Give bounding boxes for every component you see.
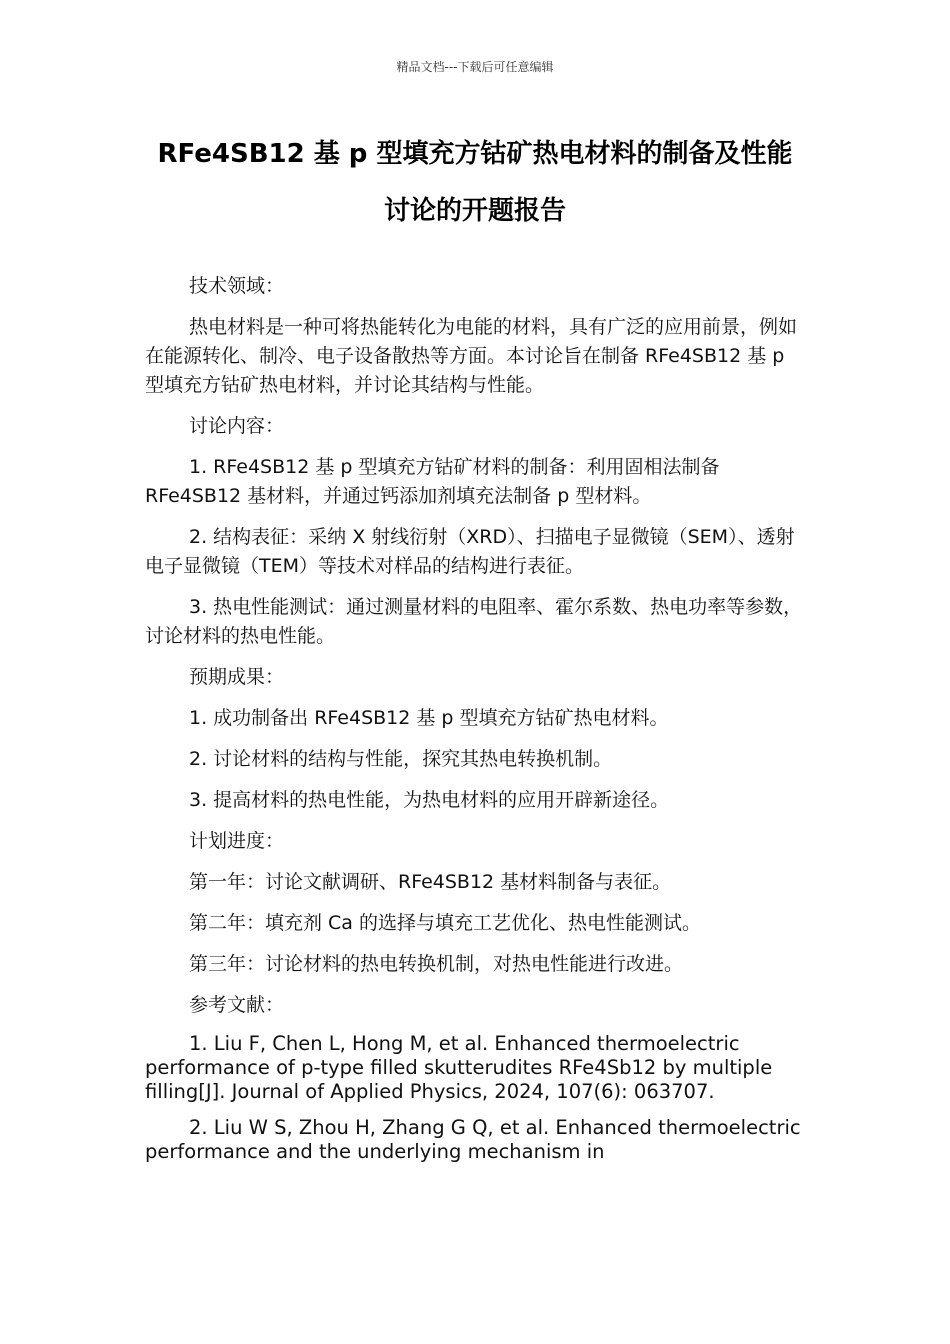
reference-1: 1. Liu F, Chen L, Hong M, et al. Enhanced thermoelectric performance of p-type filled skutterudites RFe4Sb12 by multiple filling[J]. Journal of Applied Physics, 2024, 107(6): 063707.	[145, 1032, 773, 1103]
list-item-content-1: 1. RFe4SB12 基 p 型填充方钴矿材料的制备：利用固相法制备 RFe4SB12 基材料，并通过钙添加剂填充法制备 p 型材料。	[145, 456, 720, 507]
schedule-year-3: 第三年：讨论材料的热电转换机制，对热电性能进行改进。	[189, 953, 684, 975]
section-heading-expected-results: 预期成果：	[189, 666, 285, 688]
list-item-result-1: 1. 成功制备出 RFe4SB12 基 p 型填充方钴矿热电材料。	[189, 707, 669, 729]
list-item-content-3: 3. 热电性能测试：通过测量材料的电阻率、霍尔系数、热电功率等参数，讨论材料的热电性能。	[145, 596, 803, 647]
schedule-year-2: 第二年：填充剂 Ca 的选择与填充工艺优化、热电性能测试。	[189, 912, 701, 934]
reference-2: 2. Liu W S, Zhou H, Zhang G Q, et al. Enhanced thermoelectric performance and the underlying mechanism in	[145, 1116, 801, 1163]
section-heading-research-content: 讨论内容：	[189, 415, 285, 437]
section-heading-schedule: 计划进度：	[189, 830, 285, 852]
paragraph-introduction: 热电材料是一种可将热能转化为电能的材料，具有广泛的应用前景，例如在能源转化、制冷、电子设备散热等方面。本讨论旨在制备 RFe4SB12 基 p 型填充方钴矿热电材料，并讨论其结构与性能。	[145, 316, 798, 396]
section-heading-technical-field: 技术领域：	[189, 275, 285, 297]
document-body	[145, 272, 805, 1176]
header-note: 精品文档---下载后可任意编辑	[396, 60, 554, 74]
list-item-result-3: 3. 提高材料的热电性能，为热电材料的应用开辟新途径。	[189, 789, 670, 811]
schedule-year-1: 第一年：讨论文献调研、RFe4SB12 基材料制备与表征。	[189, 871, 672, 893]
document-title-line-2: 讨论的开题报告	[383, 196, 566, 226]
list-item-result-2: 2. 讨论材料的结构与性能，探究其热电转换机制。	[189, 748, 613, 770]
list-item-content-2: 2. 结构表征：采纳 X 射线衍射（XRD）、扫描电子显微镜（SEM）、透射电子显微镜（TEM）等技术对样品的结构进行表征。	[145, 526, 795, 577]
document-title-line-1: RFe4SB12 基 p 型填充方钴矿热电材料的制备及性能	[157, 139, 793, 169]
section-heading-references: 参考文献：	[189, 994, 285, 1016]
